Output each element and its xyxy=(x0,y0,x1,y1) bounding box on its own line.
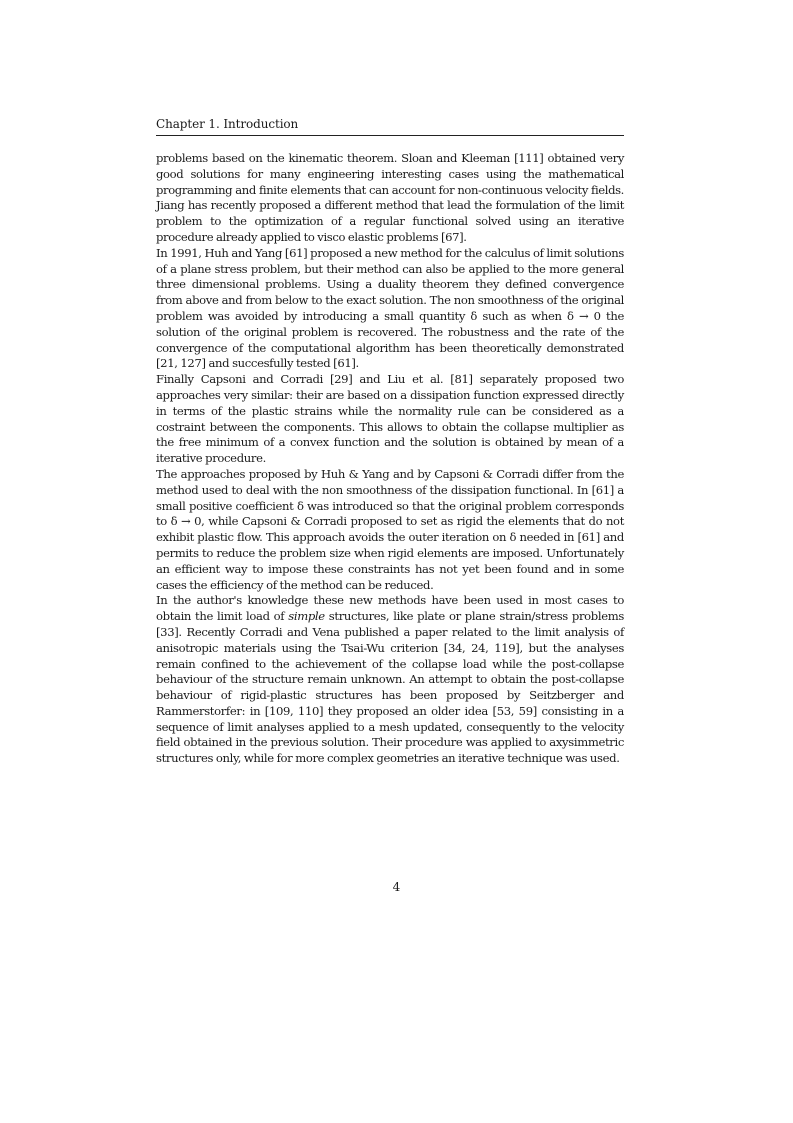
paragraph-huh-yang: In 1991, Huh and Yang [61] proposed a new method for the calculus of limit solutions of a plane stress problem, but their method can also be applied to the more general three dimensional problems. Using a duality theorem they defined convergence from above and from below to the exact solution. The non smoothness of the original problem was avoided by introducing a small quantity δ such as when δ → 0 the solution of the original problem is recovered. The robustness and the rate of the convergence of the computational algorithm has been theoretically demonstrated [21, 127] and succesfully tested [61]. xyxy=(156,245,624,371)
applications-text-end: structures, like plate or plane strain/stress problems [33]. Recently Corradi and Vena published a paper related to the limit analysis of anisotropic materials using the Tsai-Wu criterion [34, 24, 119], but the analyses remain confined to the achievement of the collapse load while the post-collapse behaviour of the structure remain unknown. An attempt to obtain the post-collapse behaviour of rigid-plastic structures has been proposed by Seitzberger and Rammerstorfer: in [109, 110] they proposed an older idea [53, 59] consisting in a sequence of limit analyses applied to a mesh updated, consequently to the velocity field obtained in the previous solution. Their procedure was applied to axysimmetric structures only, while for more complex geometries an iterative technique was used. xyxy=(156,609,624,766)
body-text xyxy=(156,151,624,767)
paragraph-capsoni-corradi: Finally Capsoni and Corradi [29] and Liu et al. [81] separately proposed two approaches very similar: their are based on a dissipation function expressed directly in terms of the plastic strains while the normality rule can be considered as a costraint between the components. This allows to obtain the collapse multiplier as the free minimum of a convex function and the solution is obtained by mean of a iterative procedure. xyxy=(156,372,624,466)
chapter-title: Chapter 1. Introduction xyxy=(156,117,299,131)
running-header xyxy=(156,117,624,136)
page-number: 4 xyxy=(392,880,401,894)
paragraph-kinematic-methods: problems based on the kinematic theorem. Sloan and Kleeman [111] obtained very good solutions for many engineering interesting cases using the mathematical programming and finite elements that can account for non-continuous velocity fields. Jiang has recently proposed a different method that lead the formulation of the limit problem to the optimization of a regular functional solved using an iterative procedure already applied to visco elastic problems [67]. xyxy=(156,151,624,244)
paragraph-approach-comparison: The approaches proposed by Huh & Yang and by Capsoni & Corradi differ from the method used to deal with the non smoothness of the dissipation functional. In [61] a small positive coefficient δ was introduced so that the original problem corresponds to δ → 0, while Capsoni & Corradi proposed to set as rigid the elements that do not exhibit plastic flow. This approach avoids the outer iteration on δ needed in [61] and permits to reduce the problem size when rigid elements are imposed. Unfortunately an efficient way to impose these constraints has not yet been found and in some cases the efficiency of the method can be reduced. xyxy=(156,466,624,592)
emphasis-simple: simple xyxy=(288,609,325,624)
applications-text-start: In the author's knowledge these new methods have been used in most cases to obtain the limit load of xyxy=(156,593,624,624)
paragraph-applications xyxy=(156,593,624,767)
